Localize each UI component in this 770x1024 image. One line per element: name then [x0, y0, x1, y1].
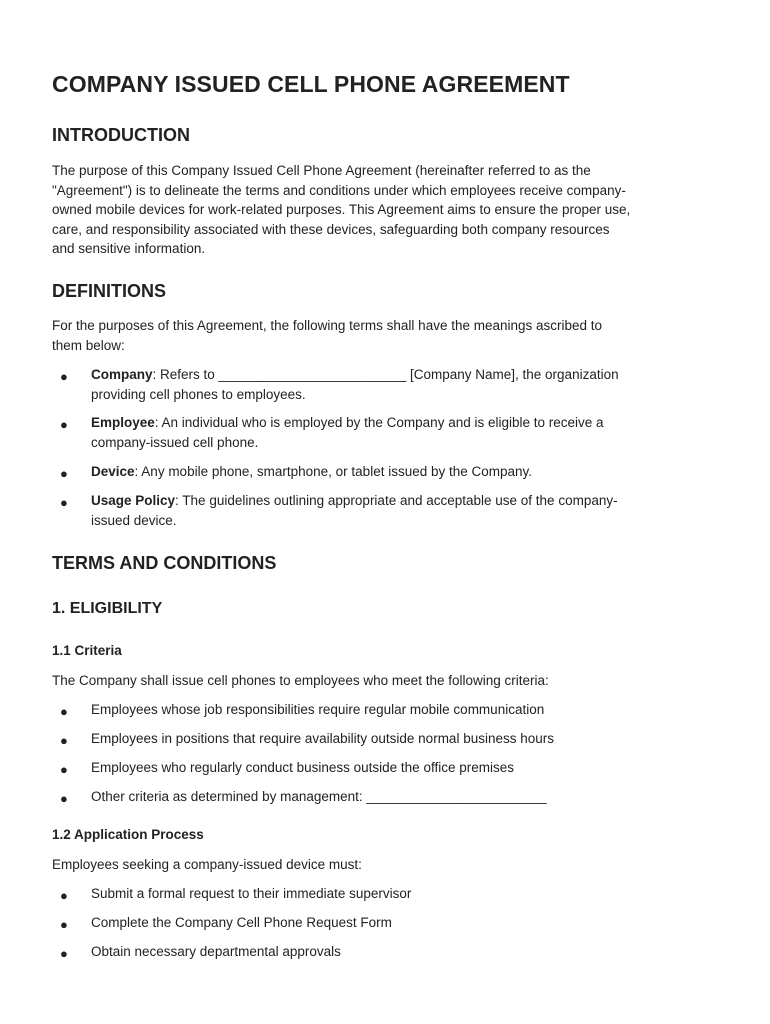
- application-item-text: Submit a formal request to their immediate supervisor: [91, 886, 412, 901]
- bullet-icon: ●: [60, 466, 68, 481]
- application-heading: 1.2 Application Process: [52, 827, 204, 842]
- definition-text: : Any mobile phone, smartphone, or tablet issued by the Company.: [134, 464, 533, 479]
- definition-text-line2: issued device.: [91, 512, 177, 528]
- definition-text-line2: company-issued cell phone.: [91, 434, 259, 450]
- definitions-intro: [52, 316, 722, 355]
- definitions-heading: DEFINITIONS: [52, 281, 167, 301]
- criteria-intro: The Company shall issue cell phones to employees who meet the following criteria:: [52, 673, 549, 688]
- eligibility-heading: 1. ELIGIBILITY: [52, 600, 163, 617]
- criteria-item-text: Employees in positions that require availability outside normal business hours: [91, 731, 554, 746]
- application-item-text: Complete the Company Cell Phone Request Form: [91, 915, 392, 930]
- criteria-item-text: Employees whose job responsibilities require regular mobile communication: [91, 702, 545, 717]
- introduction-line: The purpose of this Company Issued Cell Phone Agreement (hereinafter referred to as the: [52, 163, 591, 178]
- introduction-line: care, and responsibility associated with these devices, safeguarding both company resources: [52, 221, 610, 237]
- application-intro: Employees seeking a company-issued device must:: [52, 857, 362, 872]
- bullet-icon: ●: [60, 917, 68, 932]
- definition-text: : Refers to _________________________ [Company Name], the organization: [152, 367, 619, 382]
- criteria-item-text: Other criteria as determined by management: ________________________: [91, 789, 547, 804]
- introduction-paragraph: [52, 161, 722, 259]
- definitions-intro-line: For the purposes of this Agreement, the following terms shall have the meanings ascribed to: [52, 318, 603, 333]
- bullet-icon: ●: [60, 791, 68, 806]
- bullet-icon: ●: [60, 369, 68, 384]
- definition-text: : The guidelines outlining appropriate and acceptable use of the company-: [175, 493, 618, 508]
- bullet-icon: ●: [60, 704, 68, 719]
- definitions-intro-line: them below:: [52, 337, 125, 353]
- bullet-icon: ●: [60, 888, 68, 903]
- document-title: COMPANY ISSUED CELL PHONE AGREEMENT: [52, 71, 570, 97]
- definition-term: Employee: [91, 415, 155, 430]
- definition-term: Company: [91, 367, 153, 382]
- definition-term: Usage Policy: [91, 493, 176, 508]
- bullet-icon: ●: [60, 495, 68, 510]
- definition-text: : An individual who is employed by the Company and is eligible to receive a: [154, 415, 604, 430]
- bullet-icon: ●: [60, 733, 68, 748]
- bullet-icon: ●: [60, 946, 68, 961]
- criteria-item-text: Employees who regularly conduct business outside the office premises: [91, 760, 514, 775]
- introduction-line: and sensitive information.: [52, 241, 206, 256]
- terms-heading: TERMS AND CONDITIONS: [52, 553, 277, 573]
- bullet-icon: ●: [60, 762, 68, 777]
- introduction-line: "Agreement") is to delineate the terms and conditions under which employees receive company-: [52, 182, 626, 198]
- application-item-text: Obtain necessary departmental approvals: [91, 944, 341, 959]
- bullet-icon: ●: [60, 417, 68, 432]
- definition-term: Device: [91, 464, 135, 479]
- introduction-heading: INTRODUCTION: [52, 125, 190, 145]
- definition-text-line2: providing cell phones to employees.: [91, 386, 306, 402]
- criteria-heading: 1.1 Criteria: [52, 643, 122, 658]
- introduction-line: owned mobile devices for work-related purposes. This Agreement aims to ensure the proper use,: [52, 202, 631, 217]
